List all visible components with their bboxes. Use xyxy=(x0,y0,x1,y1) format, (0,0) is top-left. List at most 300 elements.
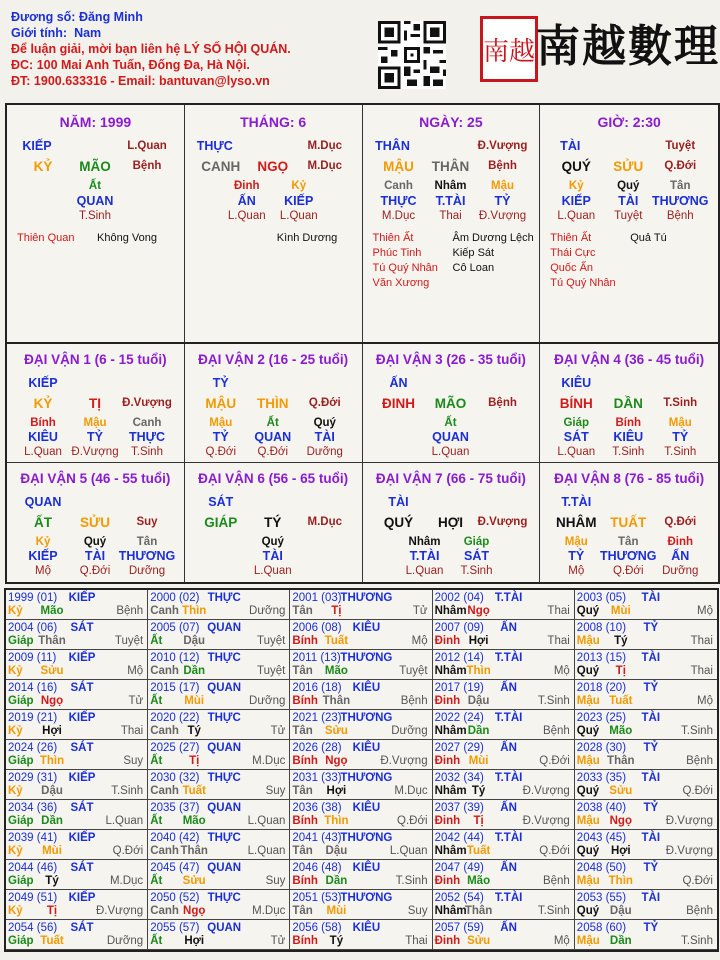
year-label: 2023 (25) xyxy=(576,712,627,724)
year-stem: Quý xyxy=(576,665,600,677)
year-phase: M.Dục xyxy=(252,755,286,767)
year-label: 2022 (24) xyxy=(434,712,484,724)
year-god: ẤN xyxy=(500,802,517,814)
year-label: 2053 (55) xyxy=(576,892,627,904)
year-branch: Mùi xyxy=(42,845,62,857)
year-label: 2025 (27) xyxy=(150,742,200,754)
year-cell xyxy=(290,620,432,650)
year-stem: Tân xyxy=(292,905,313,917)
year-stem: Ất xyxy=(150,815,163,827)
pillar-god: THÂN xyxy=(375,139,410,153)
year-stem: Tân xyxy=(292,785,313,797)
year-cell xyxy=(433,590,575,620)
pillar-branch: NGỌ xyxy=(257,159,289,174)
hidden-stem: Bính xyxy=(615,417,642,429)
year-branch: Hợi xyxy=(326,785,347,797)
dai-van-branch: HỢI xyxy=(437,515,464,530)
year-stem: Quý xyxy=(576,725,600,737)
year-branch: Tị xyxy=(46,905,58,917)
hidden-god: SÁT xyxy=(563,430,589,444)
year-cell xyxy=(6,890,148,920)
year-branch: Tuất xyxy=(182,785,206,797)
year-god: T.TÀI xyxy=(494,712,523,724)
year-god: THƯƠNG xyxy=(340,892,393,904)
year-branch: Thìn xyxy=(39,755,65,767)
year-cell xyxy=(575,650,717,680)
year-branch: Ngọ xyxy=(467,605,490,617)
year-branch: Dần xyxy=(183,665,206,677)
hidden-god: KIẾP xyxy=(28,549,58,563)
dai-van-phase: Suy xyxy=(136,516,158,528)
year-cell xyxy=(433,680,575,710)
year-branch: Mão xyxy=(182,815,206,827)
hidden-god: THƯƠNG xyxy=(652,194,709,208)
year-label: 2046 (48) xyxy=(292,862,342,874)
annual-luck-table xyxy=(4,588,719,952)
year-stem: Giáp xyxy=(8,875,34,887)
dai-van-stem: NHÂM xyxy=(556,515,597,530)
year-cell xyxy=(433,740,575,770)
dai-van-stem: GIÁP xyxy=(204,515,238,530)
year-stem: Giáp xyxy=(8,935,34,947)
pillar-title: NĂM: 1999 xyxy=(59,114,132,130)
year-label: 2013 (15) xyxy=(576,652,627,664)
year-label: 2020 (22) xyxy=(150,712,200,724)
year-god: ẤN xyxy=(500,922,517,934)
hidden-stem: Đinh xyxy=(667,536,694,548)
hidden-stem: Nhâm xyxy=(408,536,441,548)
year-label: 2000 (02) xyxy=(150,592,200,604)
year-stem: Bính xyxy=(292,935,318,947)
hidden-stem: Kỷ xyxy=(35,536,51,548)
hidden-stem: Quý xyxy=(313,417,336,429)
year-cell xyxy=(148,800,290,830)
year-cell xyxy=(290,740,432,770)
dai-van-stem: KỶ xyxy=(33,396,53,411)
year-stem: Canh xyxy=(150,845,179,857)
year-god: KIÊU xyxy=(352,862,381,874)
year-god: KIÊU xyxy=(352,742,381,754)
year-cell xyxy=(290,830,432,860)
year-cell xyxy=(6,620,148,650)
year-branch: Dậu xyxy=(41,785,63,797)
year-stem: Kỷ xyxy=(8,785,23,797)
year-stem: Quý xyxy=(576,905,600,917)
year-phase: Thai xyxy=(547,605,570,617)
year-phase: Suy xyxy=(265,785,286,797)
year-cell xyxy=(575,590,717,620)
stars-right xyxy=(630,231,667,246)
year-branch: Mão xyxy=(467,875,491,887)
year-label: 2026 (28) xyxy=(292,742,342,754)
year-label: 2001 (03) xyxy=(292,592,342,604)
brand-logo: 南越數理 xyxy=(536,21,720,72)
year-stem: Đinh xyxy=(434,635,461,647)
year-cell xyxy=(148,620,290,650)
pillar-cell xyxy=(363,105,541,342)
year-label: 2005 (07) xyxy=(150,622,200,634)
year-label: 2002 (04) xyxy=(434,592,484,604)
hidden-stem: Mậu xyxy=(564,536,588,548)
year-label: 2055 (57) xyxy=(150,922,200,934)
owner-label: Đương số: xyxy=(11,10,76,24)
hidden-star: Q.Đới xyxy=(205,446,237,458)
year-stem: Bính xyxy=(292,875,318,887)
year-cell xyxy=(6,830,148,860)
year-god: TÀI xyxy=(641,772,661,784)
header-info xyxy=(11,9,291,89)
year-branch: Thân xyxy=(322,695,351,707)
hidden-star: L.Quan xyxy=(431,446,470,458)
hidden-god: TỶ xyxy=(494,194,511,208)
year-god: T.TÀI xyxy=(494,592,523,604)
year-phase: Thai xyxy=(690,635,713,647)
dai-van-god: T.TÀI xyxy=(561,495,592,509)
year-stem: Kỷ xyxy=(8,665,23,677)
hidden-god: TÀI xyxy=(314,430,335,444)
year-phase: Dưỡng xyxy=(391,725,428,737)
year-stem: Đinh xyxy=(434,875,461,887)
dai-van-stem: BÍNH xyxy=(559,396,593,411)
year-branch: Tuất xyxy=(609,695,633,707)
year-branch: Thìn xyxy=(466,665,491,677)
hidden-stem: Canh xyxy=(384,180,413,192)
dai-van-stem: QUÝ xyxy=(383,515,414,530)
pillar-stem-god: M.Dục xyxy=(307,140,342,152)
year-phase: Tử xyxy=(270,935,286,947)
hidden-stem: Tân xyxy=(136,536,158,548)
hidden-god: KIẾP xyxy=(284,194,314,208)
year-god: SÁT xyxy=(70,682,94,694)
year-phase: Q.Đới xyxy=(112,845,144,857)
dai-van-phase: Đ.Vượng xyxy=(477,516,528,528)
hidden-star: T.Sinh xyxy=(612,446,645,458)
year-label: 2032 (34) xyxy=(434,772,484,784)
year-stem: Đinh xyxy=(434,755,461,767)
year-cell xyxy=(148,890,290,920)
year-cell xyxy=(433,650,575,680)
year-label: 2035 (37) xyxy=(150,802,200,814)
year-cell xyxy=(575,680,717,710)
year-stem: Mậu xyxy=(576,695,600,707)
hidden-god: THỰC xyxy=(128,430,166,444)
year-cell xyxy=(148,920,290,950)
year-branch: Dậu xyxy=(183,635,206,647)
year-phase: Thai xyxy=(120,725,144,737)
year-stem: Kỷ xyxy=(8,905,23,917)
star-item: Cô Loan xyxy=(452,262,495,274)
year-stem: Giáp xyxy=(8,695,34,707)
year-phase: Suy xyxy=(123,755,144,767)
hidden-god: TỶ xyxy=(672,430,689,444)
pillar-stem: CANH xyxy=(201,159,241,174)
year-god: THƯƠNG xyxy=(340,772,393,784)
dai-van-phase: M.Dục xyxy=(307,516,342,528)
pillar-stem: KỶ xyxy=(33,159,53,174)
dai-van-grid xyxy=(5,342,720,584)
year-branch: Tuất xyxy=(466,845,491,857)
year-phase: T.Sinh xyxy=(537,695,570,707)
year-cell xyxy=(148,860,290,890)
year-god: THỰC xyxy=(207,832,241,844)
year-branch: Dậu xyxy=(467,695,490,707)
year-god: T.TÀI xyxy=(494,772,523,784)
hidden-god: TỶ xyxy=(212,430,229,444)
pillar-phase: Bệnh xyxy=(488,160,517,172)
year-god: ẤN xyxy=(500,862,517,874)
year-god: ẤN xyxy=(500,682,517,694)
dai-van-phase: Q.Đới xyxy=(664,516,697,528)
year-stem: Ất xyxy=(150,695,163,707)
year-branch: Thân xyxy=(607,755,635,767)
year-god: T.TÀI xyxy=(494,832,523,844)
year-god: QUAN xyxy=(207,862,242,874)
year-phase: Tử xyxy=(270,725,286,737)
brand-seal-icon xyxy=(480,16,538,82)
dai-van-branch: TỊ xyxy=(89,396,101,411)
year-god: TÀI xyxy=(641,652,661,664)
year-stem: Nhâm xyxy=(434,785,467,797)
year-branch: Mùi xyxy=(610,605,631,617)
star-item: Tú Quý Nhân xyxy=(372,262,438,274)
year-god: QUAN xyxy=(207,922,242,934)
star-item: Không Vong xyxy=(97,232,157,244)
year-label: 2051 (53) xyxy=(292,892,342,904)
hidden-star: T.Sinh xyxy=(131,446,163,458)
dai-van-title: ĐẠI VẬN 1 (6 - 15 tuổi) xyxy=(24,352,167,367)
year-cell xyxy=(433,860,575,890)
dai-van-title: ĐẠI VẬN 7 (66 - 75 tuổi) xyxy=(375,471,526,486)
year-branch: Mão xyxy=(609,725,633,737)
year-branch: Mão xyxy=(40,605,64,617)
year-god: TÀI xyxy=(641,892,661,904)
star-item: Kiếp Sát xyxy=(452,247,495,259)
year-god: KIẾP xyxy=(68,712,96,724)
year-branch: Sửu xyxy=(182,875,206,887)
year-phase: Đ.Vượng xyxy=(522,815,570,827)
year-label: 2007 (09) xyxy=(434,622,484,634)
year-stem: Nhâm xyxy=(434,725,467,737)
year-label: 2044 (46) xyxy=(8,862,58,874)
hidden-god: TÀI xyxy=(84,549,106,563)
year-branch: Hợi xyxy=(468,635,489,647)
dai-van-god: KIẾP xyxy=(28,376,58,390)
year-cell xyxy=(148,650,290,680)
year-cell xyxy=(575,830,717,860)
year-label: 2047 (49) xyxy=(434,862,484,874)
hidden-stem: Tân xyxy=(618,536,639,548)
year-branch: Thìn xyxy=(324,815,349,827)
pillar-title: THÁNG: 6 xyxy=(240,114,307,130)
year-cell xyxy=(433,710,575,740)
year-stem: Giáp xyxy=(8,635,34,647)
year-stem: Ất xyxy=(150,875,163,887)
hidden-star: Q.Đới xyxy=(257,446,289,458)
year-stem: Bính xyxy=(292,695,318,707)
pillar-god: KIẾP xyxy=(22,139,52,153)
year-label: 2058 (60) xyxy=(576,922,627,934)
hidden-stem: Bính xyxy=(30,417,56,429)
star-item: Âm Dương Lệch xyxy=(452,232,534,244)
year-phase: Đ.Vượng xyxy=(380,755,428,767)
year-cell xyxy=(6,770,148,800)
year-god: KIÊU xyxy=(352,682,381,694)
year-stem: Canh xyxy=(150,725,179,737)
year-god: T.TÀI xyxy=(494,652,523,664)
year-god: SÁT xyxy=(70,802,94,814)
pillar-stem: MẬU xyxy=(383,159,414,174)
hidden-god: ẤN xyxy=(237,194,256,208)
year-cell xyxy=(575,920,717,950)
hidden-star: Dưỡng xyxy=(128,565,166,577)
hidden-star: L.Quan xyxy=(24,446,62,458)
year-stem: Mậu xyxy=(576,815,600,827)
year-label: 2052 (54) xyxy=(434,892,484,904)
year-branch: Dần xyxy=(467,725,490,737)
year-cell xyxy=(6,680,148,710)
year-cell xyxy=(6,800,148,830)
hidden-god: TÀI xyxy=(262,549,283,563)
hidden-star: M.Dục xyxy=(381,210,416,222)
dai-van-stem: ẤT xyxy=(34,515,52,530)
hidden-star: Bệnh xyxy=(666,210,694,222)
year-label: 2003 (05) xyxy=(576,592,627,604)
pillar-phase: Bệnh xyxy=(132,160,162,172)
year-label: 2054 (56) xyxy=(8,922,58,934)
year-cell xyxy=(148,680,290,710)
hidden-god: QUAN xyxy=(76,194,114,208)
year-label: 2038 (40) xyxy=(576,802,627,814)
hidden-stem: Ất xyxy=(88,180,102,192)
dai-van-cell xyxy=(185,344,363,463)
hidden-god: TỶ xyxy=(87,430,103,444)
year-cell xyxy=(575,890,717,920)
year-cell xyxy=(290,680,432,710)
hidden-star: T.Sinh xyxy=(664,446,697,458)
year-branch: Sửu xyxy=(467,935,491,947)
year-label: 2049 (51) xyxy=(8,892,58,904)
dai-van-branch: TÝ xyxy=(264,515,282,530)
year-cell xyxy=(290,710,432,740)
star-item: Thiên Ất xyxy=(550,232,592,244)
year-stem: Tân xyxy=(292,725,313,737)
year-phase: Dưỡng xyxy=(106,935,144,947)
year-branch: Ngọ xyxy=(325,755,348,767)
hidden-god: KIÊU xyxy=(28,430,58,444)
year-label: 2011 (13) xyxy=(292,652,341,664)
gender-label: Giới tính: xyxy=(11,26,68,40)
year-branch: Dần xyxy=(609,935,632,947)
year-phase: T.Sinh xyxy=(537,905,570,917)
year-label: 2018 (20) xyxy=(576,682,627,694)
year-stem: Canh xyxy=(150,785,179,797)
year-god: THỰC xyxy=(207,592,241,604)
pillar-stem: QUÝ xyxy=(561,159,591,174)
year-god: T.TÀI xyxy=(494,892,523,904)
hidden-star: L.Quan xyxy=(557,446,596,458)
dai-van-title: ĐẠI VẬN 3 (26 - 35 tuổi) xyxy=(375,352,526,367)
hidden-star: Dưỡng xyxy=(306,446,343,458)
year-phase: Đ.Vượng xyxy=(665,845,713,857)
hidden-stem: Quý xyxy=(261,536,284,548)
year-label: 2015 (17) xyxy=(150,682,200,694)
year-god: KIẾP xyxy=(68,772,96,784)
year-phase: Bệnh xyxy=(686,905,713,917)
year-label: 2009 (11) xyxy=(8,652,57,664)
year-branch: Thân xyxy=(38,635,66,647)
year-branch: Thìn xyxy=(608,875,633,887)
hidden-god: QUAN xyxy=(432,430,469,444)
stars-right xyxy=(277,231,337,246)
dai-van-god: ẤN xyxy=(389,376,408,390)
year-stem: Tân xyxy=(292,845,313,857)
year-branch: Tị xyxy=(331,605,342,617)
pillar-branch: MÃO xyxy=(79,159,111,174)
year-god: SÁT xyxy=(70,742,94,754)
year-cell xyxy=(148,590,290,620)
year-label: 2024 (26) xyxy=(8,742,58,754)
hidden-stem: Ất xyxy=(444,417,457,429)
dai-van-title: ĐẠI VẬN 8 (76 - 85 tuổi) xyxy=(554,471,705,486)
year-phase: Thai xyxy=(405,935,428,947)
phone-email-line: ĐT: 1900.633316 - Email: bantuvan@lyso.vn xyxy=(11,74,270,88)
hidden-star: L.Quan xyxy=(227,210,266,222)
year-god: TỶ xyxy=(643,622,659,634)
year-stem: Canh xyxy=(150,905,179,917)
dai-van-branch: DẦN xyxy=(613,396,643,411)
year-stem: Nhâm xyxy=(434,665,467,677)
hidden-stem: Canh xyxy=(132,417,162,429)
year-cell xyxy=(290,860,432,890)
year-god: TỶ xyxy=(643,802,659,814)
dai-van-phase: T.Sinh xyxy=(663,397,698,409)
hidden-god: TÀI xyxy=(618,194,639,208)
year-god: TÀI xyxy=(641,712,661,724)
year-label: 2010 (12) xyxy=(150,652,200,664)
dai-van-cell xyxy=(185,463,363,582)
star-item: Văn Xương xyxy=(372,277,430,289)
year-cell xyxy=(6,590,148,620)
year-label: 2043 (45) xyxy=(576,832,627,844)
year-phase: Thai xyxy=(690,665,713,677)
year-stem: Mậu xyxy=(576,635,600,647)
year-phase: Tử xyxy=(128,695,144,707)
year-label: 2050 (52) xyxy=(150,892,200,904)
dai-van-branch: MÃO xyxy=(434,396,467,411)
star-item: Quả Tú xyxy=(630,232,667,244)
year-stem: Bính xyxy=(292,635,318,647)
year-phase: Tuyệt xyxy=(399,665,428,677)
hidden-star: Mộ xyxy=(568,565,585,577)
dai-van-cell xyxy=(540,463,718,582)
year-god: THỰC xyxy=(207,892,241,904)
year-phase: Q.Đới xyxy=(397,815,428,827)
year-branch: Tị xyxy=(473,815,484,827)
year-phase: L.Quan xyxy=(247,845,286,857)
year-label: 2037 (39) xyxy=(434,802,484,814)
pillar-phase: Q.Đới xyxy=(664,160,697,172)
gender-value: Nam xyxy=(74,26,102,40)
year-stem: Tân xyxy=(292,605,313,617)
year-label: 2019 (21) xyxy=(8,712,58,724)
year-label: 2012 (14) xyxy=(434,652,484,664)
year-cell xyxy=(433,890,575,920)
dai-van-cell xyxy=(540,344,718,463)
year-god: TÀI xyxy=(641,592,661,604)
year-cell xyxy=(6,650,148,680)
year-phase: L.Quan xyxy=(105,815,144,827)
hidden-star: T.Sinh xyxy=(460,565,493,577)
